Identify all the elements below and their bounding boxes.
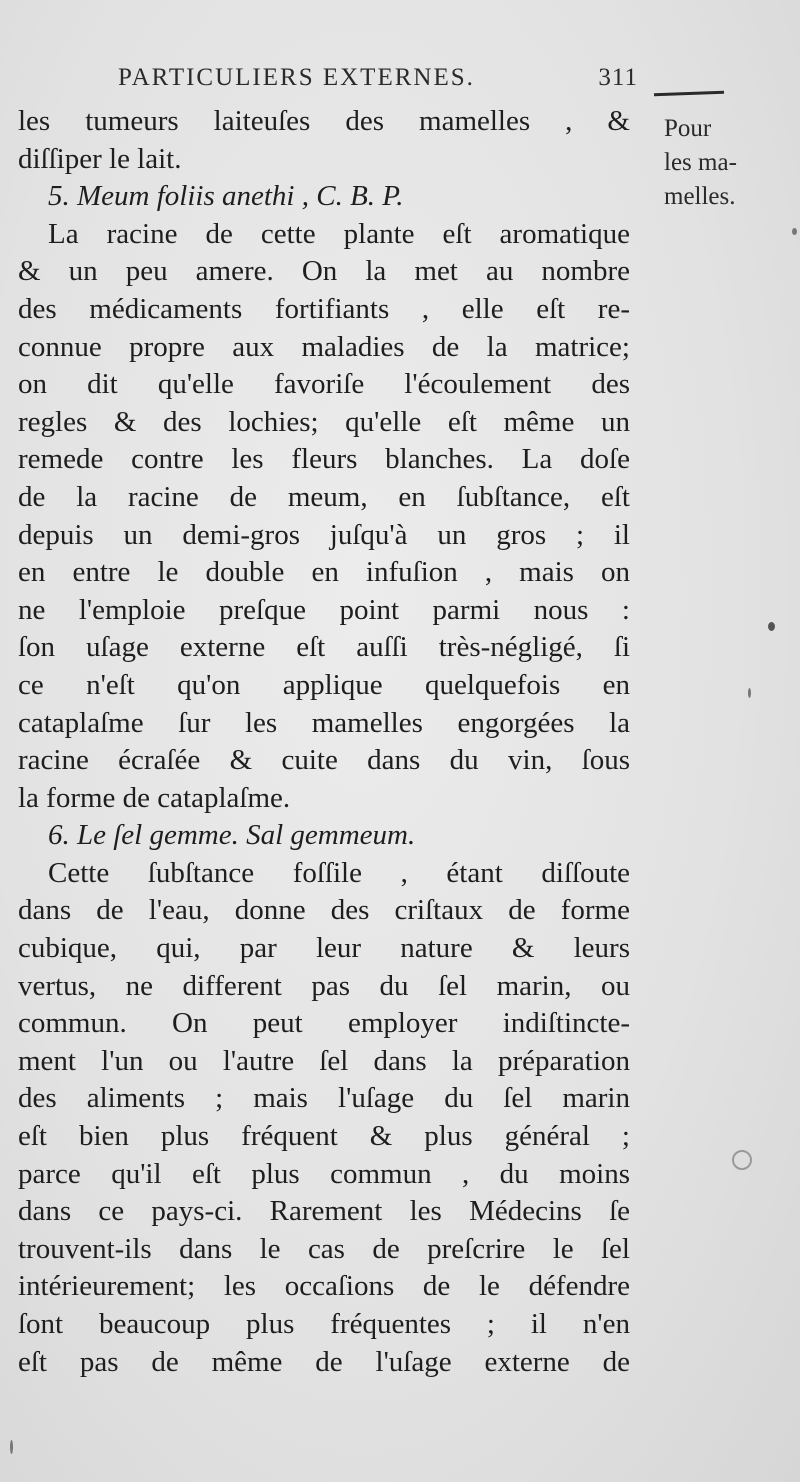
text-line: ce n'eſt qu'on applique quelquefois en — [18, 668, 630, 701]
text-line: depuis un demi-gros juſqu'à un gros ; il — [18, 518, 630, 551]
text-line: les tumeurs laiteuſes des mamelles , & — [18, 105, 630, 137]
text-line: des médicaments fortifiants , elle eſt re- — [18, 292, 630, 325]
text-line: connue propre aux maladies de la matrice; — [18, 330, 630, 363]
text-line: cubique, qui, par leur nature & leurs — [18, 932, 630, 965]
entry-heading: 6. Le ſel gemme. Sal gemmeum. — [48, 819, 416, 852]
text-line: parce qu'il eſt plus commun , du moins — [18, 1157, 630, 1190]
entry-heading: 5. Meum foliis anethi , C. B. P. — [48, 180, 404, 213]
running-title: PARTICULIERS EXTERNES. — [118, 64, 475, 91]
text-line: des aliments ; mais l'uſage du ſel marin — [18, 1082, 630, 1115]
text-line: diſſiper le lait. — [18, 142, 182, 175]
text-line: ne l'emploie preſque point parmi nous : — [18, 593, 630, 626]
text-line: cataplaſme ſur les mamelles engorgées la — [18, 706, 630, 739]
paper-speck — [768, 622, 775, 631]
text-line: en entre le double en infuſion , mais on — [18, 556, 630, 589]
paper-blemish — [732, 1150, 752, 1170]
margin-note — [664, 112, 774, 214]
text-line: Cette ſubſtance foſſile , étant diſſoute — [48, 856, 630, 889]
text-line: ſon uſage externe eſt auſſi très-négligé, ſi — [18, 631, 630, 664]
text-line: trouvent-ils dans le cas de preſcrire le ſel — [18, 1232, 630, 1265]
text-line: dans ce pays-ci. Rarement les Médecins ſe — [18, 1195, 630, 1228]
page-number: 311 — [598, 64, 638, 91]
text-line: commun. On peut employer indiſtincte- — [18, 1007, 630, 1040]
paper-speck — [748, 688, 751, 698]
text-line: & un peu amere. On la met au nombre — [18, 255, 630, 288]
text-line: racine écraſée & cuite dans du vin, ſous — [18, 744, 630, 777]
running-header — [118, 64, 638, 92]
text-line: intérieurement; les occaſions de le défendre — [18, 1270, 630, 1303]
text-line: remede contre les fleurs blanches. La doſe — [18, 443, 630, 476]
paper-speck — [10, 1440, 13, 1454]
text-line: ſont beaucoup plus fréquentes ; il n'en — [18, 1308, 630, 1340]
text-line: de la racine de meum, en ſubſtance, eſt — [18, 480, 630, 513]
margin-note-line: les ma- — [664, 149, 737, 176]
text-line: la forme de cataplaſme. — [18, 781, 291, 814]
text-line: eſt pas de même de l'uſage externe de — [18, 1345, 630, 1378]
margin-note-line: melles. — [664, 183, 736, 210]
text-line: La racine de cette plante eſt aromatique — [48, 217, 630, 250]
text-line: on dit qu'elle favoriſe l'écoulement des — [18, 368, 630, 401]
text-line: vertus, ne different pas du ſel marin, ou — [18, 969, 630, 1002]
text-line: regles & des lochies; qu'elle eſt même un — [18, 405, 630, 438]
margin-rule — [654, 91, 724, 96]
text-line: eſt bien plus fréquent & plus général ; — [18, 1120, 630, 1153]
text-line: dans de l'eau, donne des criſtaux de forme — [18, 894, 630, 927]
margin-note-line: Pour — [664, 115, 712, 142]
paper-speck — [792, 228, 797, 235]
text-line: ment l'un ou l'autre ſel dans la préparation — [18, 1044, 630, 1077]
body-text — [18, 103, 630, 1381]
